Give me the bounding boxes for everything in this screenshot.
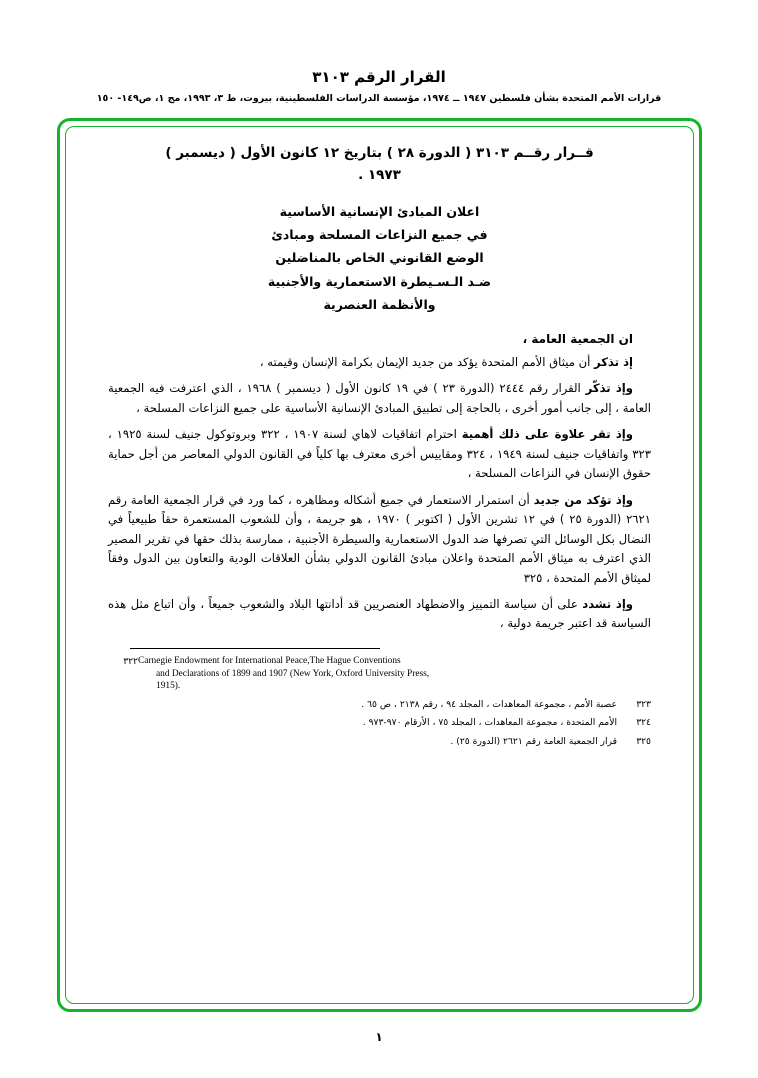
- footnote-323-text: عصبة الأمم ، مجموعة المعاهدات ، المجلد ٩٤ ، رقم ٢١٣٨ ، ص ٦٥ .: [361, 698, 617, 710]
- footnote-322-number: ٣٢٢: [123, 655, 138, 667]
- footnote-324-number: ٣٢٤: [636, 717, 651, 729]
- page-number: ١: [375, 1030, 383, 1044]
- footnote-323-number: ٣٢٣: [636, 698, 651, 710]
- resolution-heading: [108, 143, 651, 186]
- footnote-325-text: قرار الجمعية العامة رقم ٢٦٢١ (الدورة ٢٥) .: [450, 735, 617, 747]
- general-assembly-line: ان الجمعية العامة ،: [522, 331, 633, 346]
- footnote-323: [108, 698, 651, 711]
- source-citation: قرارات الأمم المتحدة بشأن فلسطين ١٩٤٧ ــ ١٩٧٤، مؤسسة الدراسات الفلسطينية، بيروت، ط ٣، ١٩٩٣، مج ١، ص١٤٩- ١٥٠: [96, 93, 662, 104]
- preamble-paragraph-5: وإذ تشدد على أن سياسة التمييز والاضطهاد العنصريين قد أدانتها البلاد والشعوب جميعاً ، وأن اتباع مثل هذه السياسة قد اعتبر جريمة دولية ،: [108, 596, 651, 631]
- resolution-heading-line1: قــرار رقــم ٣١٠٣ ( الدورة ٢٨ ) بتاريخ ١٢ كانون الأول ( ديسمبر ): [165, 145, 594, 161]
- footnote-322-text: [138, 655, 463, 693]
- footnote-325-number: ٣٢٥: [636, 735, 651, 747]
- footnote-325: [108, 735, 651, 748]
- footnote-324-text: الأمم المتحدة ، مجموعة المعاهدات ، المجلد ٧٥ ، الأرقام ٩٧٠-٩٧٣ .: [362, 717, 617, 729]
- footnote-322-line-1: Carnegie Endowment for International Peace,The Hague Conventions: [138, 655, 401, 666]
- declaration-title-line-4: ضـد الـسـيطرة الاستعمارية والأجنبية: [267, 273, 492, 289]
- footnotes: [108, 655, 651, 748]
- footnote-separator: [130, 648, 380, 649]
- declaration-title-line-2: في جميع النزاعات المسلحة ومبادئ: [271, 227, 488, 243]
- footnote-324: [108, 716, 651, 729]
- preamble-paragraph-1: إذ تذكر أن ميثاق الأمم المتحدة يؤكد من جديد الإيمان بكرامة الإنسان وقيمته ،: [259, 354, 633, 369]
- resolution-heading-line2: ١٩٧٣ .: [358, 166, 401, 183]
- declaration-title-line-3: الوضع القانوني الخاص بالمناضلين: [275, 250, 484, 266]
- footnote-322: [108, 655, 651, 693]
- declaration-title: [108, 200, 651, 316]
- footnote-322-line-2: and Declarations of 1899 and 1907 (New York, Oxford University Press,: [156, 668, 430, 679]
- declaration-title-line-1: اعلان المبادئ الإنسانية الأساسية: [279, 204, 480, 220]
- document-header: [0, 68, 758, 105]
- preamble-paragraph-4: وإذ تؤكد من جديد أن استمرار الاستعمار في جميع أشكاله ومظاهره ، كما ورد في قرار الجمعية العامة رقم ٢٦٢١ (الدورة ٢٥ ) في ١٢ تشرين الأول ( اكتوبر ) ١٩٧٠ ، هو جريمة ، وأن للشعوب المستعمرة حقاً طبيعياً في النضال بكل الوسائل التي تصرفها ضد الدول الاستعمارية والسيطرة الأجنبية ، ممارسة بذلك حقها في تقرير المصير الذي اعترف به ميثاق الأمم المتحدة واعلان مبادئ القانون الدولي بشأن العلاقات الودية والتعاون بين الدول وفقاً لميثاق الأمم المتحدة ، ٣٢٥: [108, 492, 651, 585]
- declaration-title-line-5: والأنظمة العنصرية: [323, 296, 436, 312]
- green-border-frame: [57, 118, 702, 1012]
- preamble-paragraph-3: وإذ تقر علاوة على ذلك أهمية احترام اتفاقيات لاهاي لسنة ١٩٠٧ ، ٣٢٢ وبروتوكول جنيف لسنة ١٩٢٥ ، ٣٢٣ واتفاقيات جنيف لسنة ١٩٤٩ ، ٣٢٤ ومقاييس أخرى معترف بها كلياً في القانون الدولي المعاصر من أجل حماية حقوق الإنسان في النزاعات المسلحة ،: [108, 427, 651, 481]
- document-content: [108, 143, 651, 999]
- preamble-paragraph-2: وإذ تذكّر القرار رقم ٢٤٤٤ (الدورة ٢٣ ) في ١٩ كانون الأول ( ديسمبر ) ١٩٦٨ ، الذي اعترفت فيه الجمعية العامة ، إلى جانب أمور أخرى ، بالحاجة إلى تطبيق المبادئ الإنسانية الأساسية على جميع النزاعات المسلحة ،: [108, 381, 651, 415]
- footnote-322-line-3: 1915).: [156, 681, 181, 692]
- page-title: القرار الرقم ٣١٠٣: [312, 68, 446, 86]
